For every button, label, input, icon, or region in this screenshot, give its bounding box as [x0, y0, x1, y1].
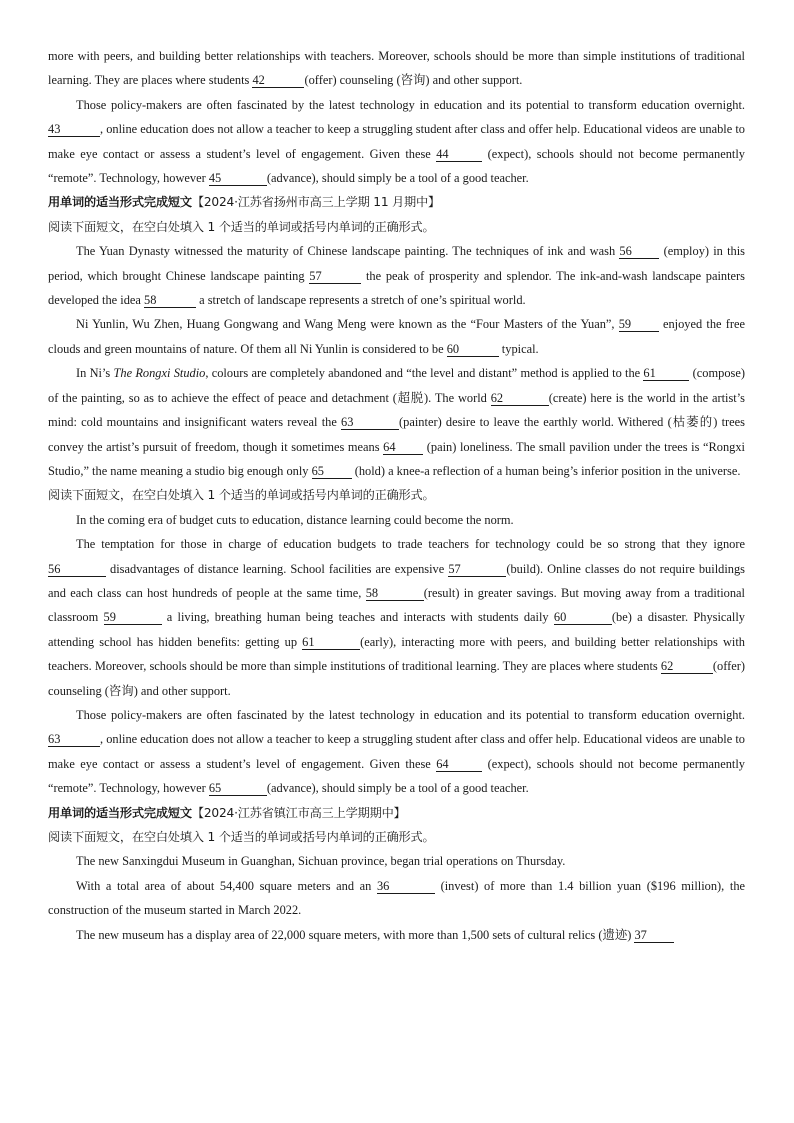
paragraph: The new Sanxingdui Museum in Guanghan, Sichuan province, began trial operations on Thursday.	[76, 854, 566, 869]
answer-blank: 64	[383, 440, 423, 455]
paragraph: In Ni’s The Rongxi Studio, colours are completely abandoned and “the level and distant” method is applied to the 61 (compose) of the painting, so as to achieve the effect of peace and detachment (超脱). The world 62 (create) here is the world in the artist’s mind: cold mountains and insignificant waters reveal the 63 (painter) desire to leave the earthly world. Withered (枯萎的) trees convey the artist’s pursuit of freedom, though it sometimes means 64 (pain) loneliness. The small pavilion under the trees is “Rongxi Studio,” the name meaning a studio big enough only 65 (hold) a knee-a reflection of a human being’s inferior position in the universe.	[48, 366, 746, 478]
answer-blank: 60	[447, 342, 499, 357]
answer-blank: 58	[366, 586, 424, 601]
answer-blank: 59	[619, 317, 659, 332]
answer-blank: 57	[448, 562, 506, 577]
answer-blank: 63	[48, 732, 100, 747]
paragraph: In the coming era of budget cuts to education, distance learning could become the norm.	[76, 512, 514, 527]
paragraph: The new museum has a display area of 22,000 square meters, with more than 1,500 sets of cultural relics (遗迹) 37	[48, 923, 745, 947]
answer-blank: 59	[104, 610, 162, 625]
answer-blank: 63	[341, 415, 399, 430]
answer-blank: 56	[48, 562, 106, 577]
section-heading: 用单词的适当形式完成短文【2024·江苏省镇江市高三上学期期中】	[48, 805, 406, 820]
instruction: 阅读下面短文，在空白处填入 1 个适当的单词或括号内单词的正确形式。	[48, 219, 435, 234]
paragraph: The temptation for those in charge of education budgets to trade teachers for technology could be so strong that they ignore 56 disadvantages of distance learning. School facilities are expensive 57 (build). Online classes do not require buildings and each class can host hundreds of people at the same time, 58 (result) in greater savings. But moving away from a traditional classroom 59 a living, breathing human being teaches and interacts with students daily 60 (be) a disaster. Physically attending school has hidden benefits: getting up 61 (early), interacting more with peers, and building better relationships with teachers. Moreover, schools should be more than simple institutions of traditional learning. They are places where students 62 (offer) counseling (咨询) and other support.	[48, 537, 746, 698]
paragraph: Those policy-makers are often fascinated by the latest technology in education and its potential to transform education overnight. 43 , online education does not allow a teacher to keep a struggling student after class and offer help. Educational videos are unable to make eye contact or assess a student’s level of engagement. Given these 44 (expect), schools should not become permanently “remote”. Technology, however 45 (advance), should simply be a tool of a good teacher.	[48, 97, 745, 186]
document-page	[48, 44, 745, 947]
answer-blank: 57	[309, 269, 361, 284]
paragraph: With a total area of about 54,400 square meters and an 36 (invest) of more than 1.4 billion yuan ($196 million), the construction of the museum started in March 2022.	[48, 878, 746, 918]
answer-blank: 43	[48, 122, 100, 137]
paragraph: The Yuan Dynasty witnessed the maturity of Chinese landscape painting. The techniques of ink and wash 56 (employ) in this period, which brought Chinese landscape painting 57 the peak of prosperity and splendor. The ink-and-wash landscape painters developed the idea 58 a stretch of landscape represents a stretch of one’s spiritual world.	[48, 244, 746, 308]
answer-blank: 56	[619, 244, 659, 259]
answer-blank: 61	[643, 366, 689, 381]
work-title: The Rongxi Studio	[113, 366, 206, 381]
answer-blank: 44	[436, 147, 482, 162]
answer-blank: 65	[209, 781, 267, 796]
answer-blank: 36	[377, 879, 435, 894]
answer-blank: 65	[312, 464, 352, 479]
answer-blank: 62	[661, 659, 713, 674]
source-tag: 【2024·江苏省镇江市高三上学期期中】	[191, 805, 406, 820]
paragraph: Those policy-makers are often fascinated by the latest technology in education and its potential to transform education overnight. 63 , online education does not allow a teacher to keep a struggling student after class and offer help. Educational videos are unable to make eye contact or assess a student’s level of engagement. Given these 64 (expect), schools should not become permanently “remote”. Technology, however 65 (advance), should simply be a tool of a good teacher.	[48, 707, 745, 796]
paragraph: Ni Yunlin, Wu Zhen, Huang Gongwang and Wang Meng were known as the “Four Masters of the Yuan”, 59 enjoyed the free clouds and green mountains of nature. Of them all Ni Yunlin is considered to be 60 typical.	[48, 317, 745, 356]
paragraph: more with peers, and building better relationships with teachers. Moreover, schools should be more than simple institutions of traditional learning. They are places where students 42 (offer) counseling (咨询) and other support.	[48, 49, 745, 88]
instruction: 阅读下面短文，在空白处填入 1 个适当的单词或括号内单词的正确形式。	[48, 830, 435, 844]
section-heading: 用单词的适当形式完成短文【2024·江苏省扬州市高三上学期 11 月期中】	[48, 195, 441, 210]
answer-blank: 42	[252, 73, 304, 88]
instruction: 阅读下面短文，在空白处填入 1 个适当的单词或括号内单词的正确形式。	[48, 488, 435, 503]
answer-blank: 64	[436, 757, 482, 772]
answer-blank: 45	[209, 171, 267, 186]
answer-blank: 58	[144, 293, 196, 308]
answer-blank: 37	[634, 928, 674, 943]
answer-blank: 61	[302, 635, 360, 650]
answer-blank: 62	[491, 391, 549, 406]
answer-blank: 60	[554, 610, 612, 625]
source-tag: 【2024·江苏省扬州市高三上学期 11 月期中】	[191, 195, 441, 210]
